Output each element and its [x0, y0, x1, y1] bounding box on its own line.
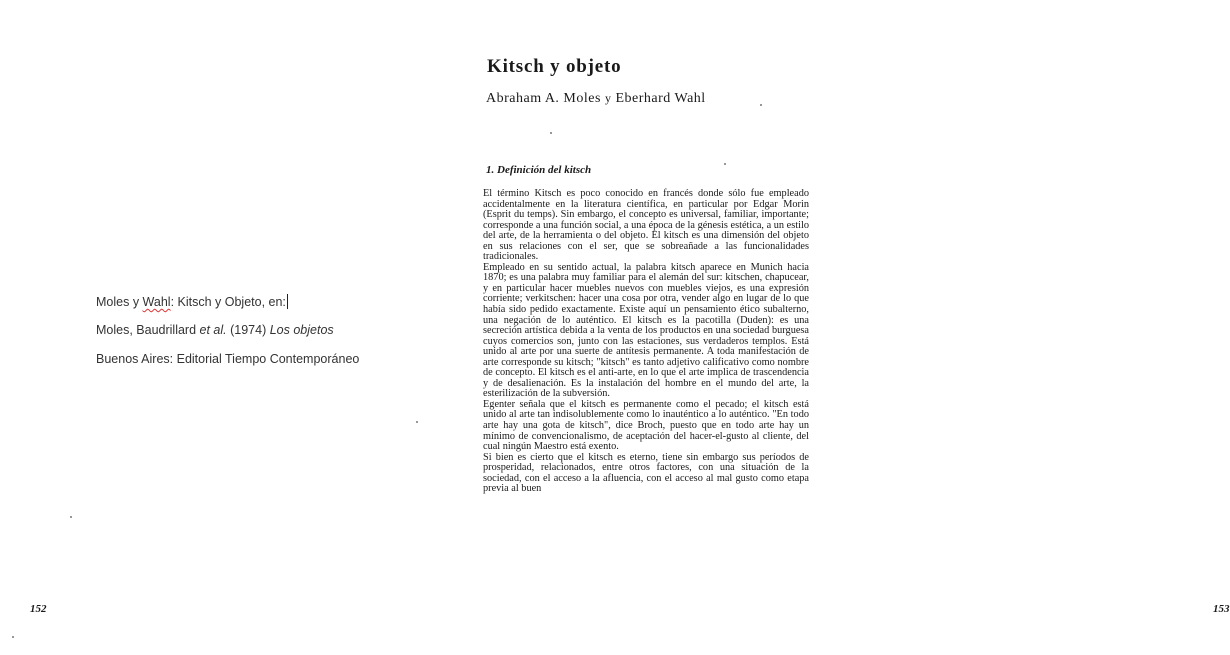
scan-speck — [70, 516, 72, 518]
text-cursor — [287, 294, 288, 309]
paragraph: Si bien es cierto que el kitsch es eterno, tiene sin embargo sus períodos de prosperidad, relacionados, entre otros factores, con una situación de la sociedad, con el acceso a la afluencia, con el acceso al mal gusto como etapa previa al buen — [483, 451, 809, 495]
body-text — [483, 189, 809, 495]
chapter-title: Kitsch y objeto — [487, 56, 622, 77]
author-conjunction: y — [604, 91, 612, 105]
scan-speck — [760, 104, 762, 106]
scan-speck — [12, 636, 14, 638]
citation-text: Moles y — [96, 295, 143, 309]
citation-line-3: Buenos Aires: Editorial Tiempo Contemporáneo — [96, 352, 360, 366]
paragraph: El término Kitsch es poco conocido en francés donde sólo fue empleado accidentalmente en la literatura científica, en particular por Edgar Morin (Esprit du temps). Sin embargo, el concepto es universal, familiar, importante; corresponde a una función social, a una época de la génesis estética, a un estilo del arte, de la herramienta o del objeto. El kitsch es una dimensión del objeto en sus relaciones con el ser, que se sobreañade a las funcionalidades tradicionales. — [483, 188, 809, 263]
page-number-right: 153 — [1213, 603, 1230, 615]
paragraph: Egenter señala que el kitsch es permanente como el pecado; el kitsch está unido al arte tan indisolublemente como lo inauténtico a lo auténtico. "En todo arte hay una gota de kitsch", dice Broch, puesto que en todo arte hay un mínimo de convencionalismo, de aceptación del hacer-el-gusto al cliente, del cual ningún Maestro está exento. — [483, 398, 809, 453]
citation-text: Moles, Baudrillard — [96, 323, 200, 337]
citation-italic: et al. — [199, 323, 227, 337]
paragraph: Empleado en su sentido actual, la palabra kitsch aparece en Munich hacia 1870; es una palabra muy familiar para el alemán del sur: kitschen, chapucear, y en particular hacer muebles nuevos con muebles viejos, es una expresión corriente; verkitschen: hacer una cosa por otra, vender algo en lugar de lo que había sido pedido exactamente. Existe aquí un pensamiento ético subalterno, una negación de lo auténtico. El kitsch es la pacotilla (Duden): es una secreción artística debida a la venta de los productos en una sociedad burguesa cuyos comercios son, junto con las estaciones, sus verdaderos templos. Está unido al arte por una suerte de antítesis permanente. A toda manifestación de arte corresponde su kitsch; "kitsch" es tanto adjetivo calificativo como nombre de concepto. El kitsch es el anti-arte, en lo que el arte implica de trascendencia y de desalienación. Es la instalación del hombre en el mundo del arte, la esterilización de la subversión. — [483, 261, 809, 400]
citation-line-2 — [96, 323, 334, 337]
spellcheck-word: Wahl — [142, 295, 171, 309]
citation-text: : Kitsch y Objeto, en: — [170, 295, 286, 309]
author-name: Eberhard Wahl — [615, 91, 706, 106]
section-heading: 1. Definición del kitsch — [486, 164, 592, 176]
scan-speck — [550, 132, 552, 134]
scan-speck — [724, 163, 726, 165]
author-name: Abraham A. Moles — [486, 91, 601, 106]
page-number-left: 152 — [30, 603, 47, 615]
citation-text: (1974) — [226, 323, 270, 337]
citation-book-title: Los objetos — [269, 323, 334, 337]
chapter-authors — [486, 91, 706, 107]
left-page — [0, 0, 424, 655]
citation-line-1 — [96, 294, 288, 309]
scan-speck — [416, 421, 418, 423]
